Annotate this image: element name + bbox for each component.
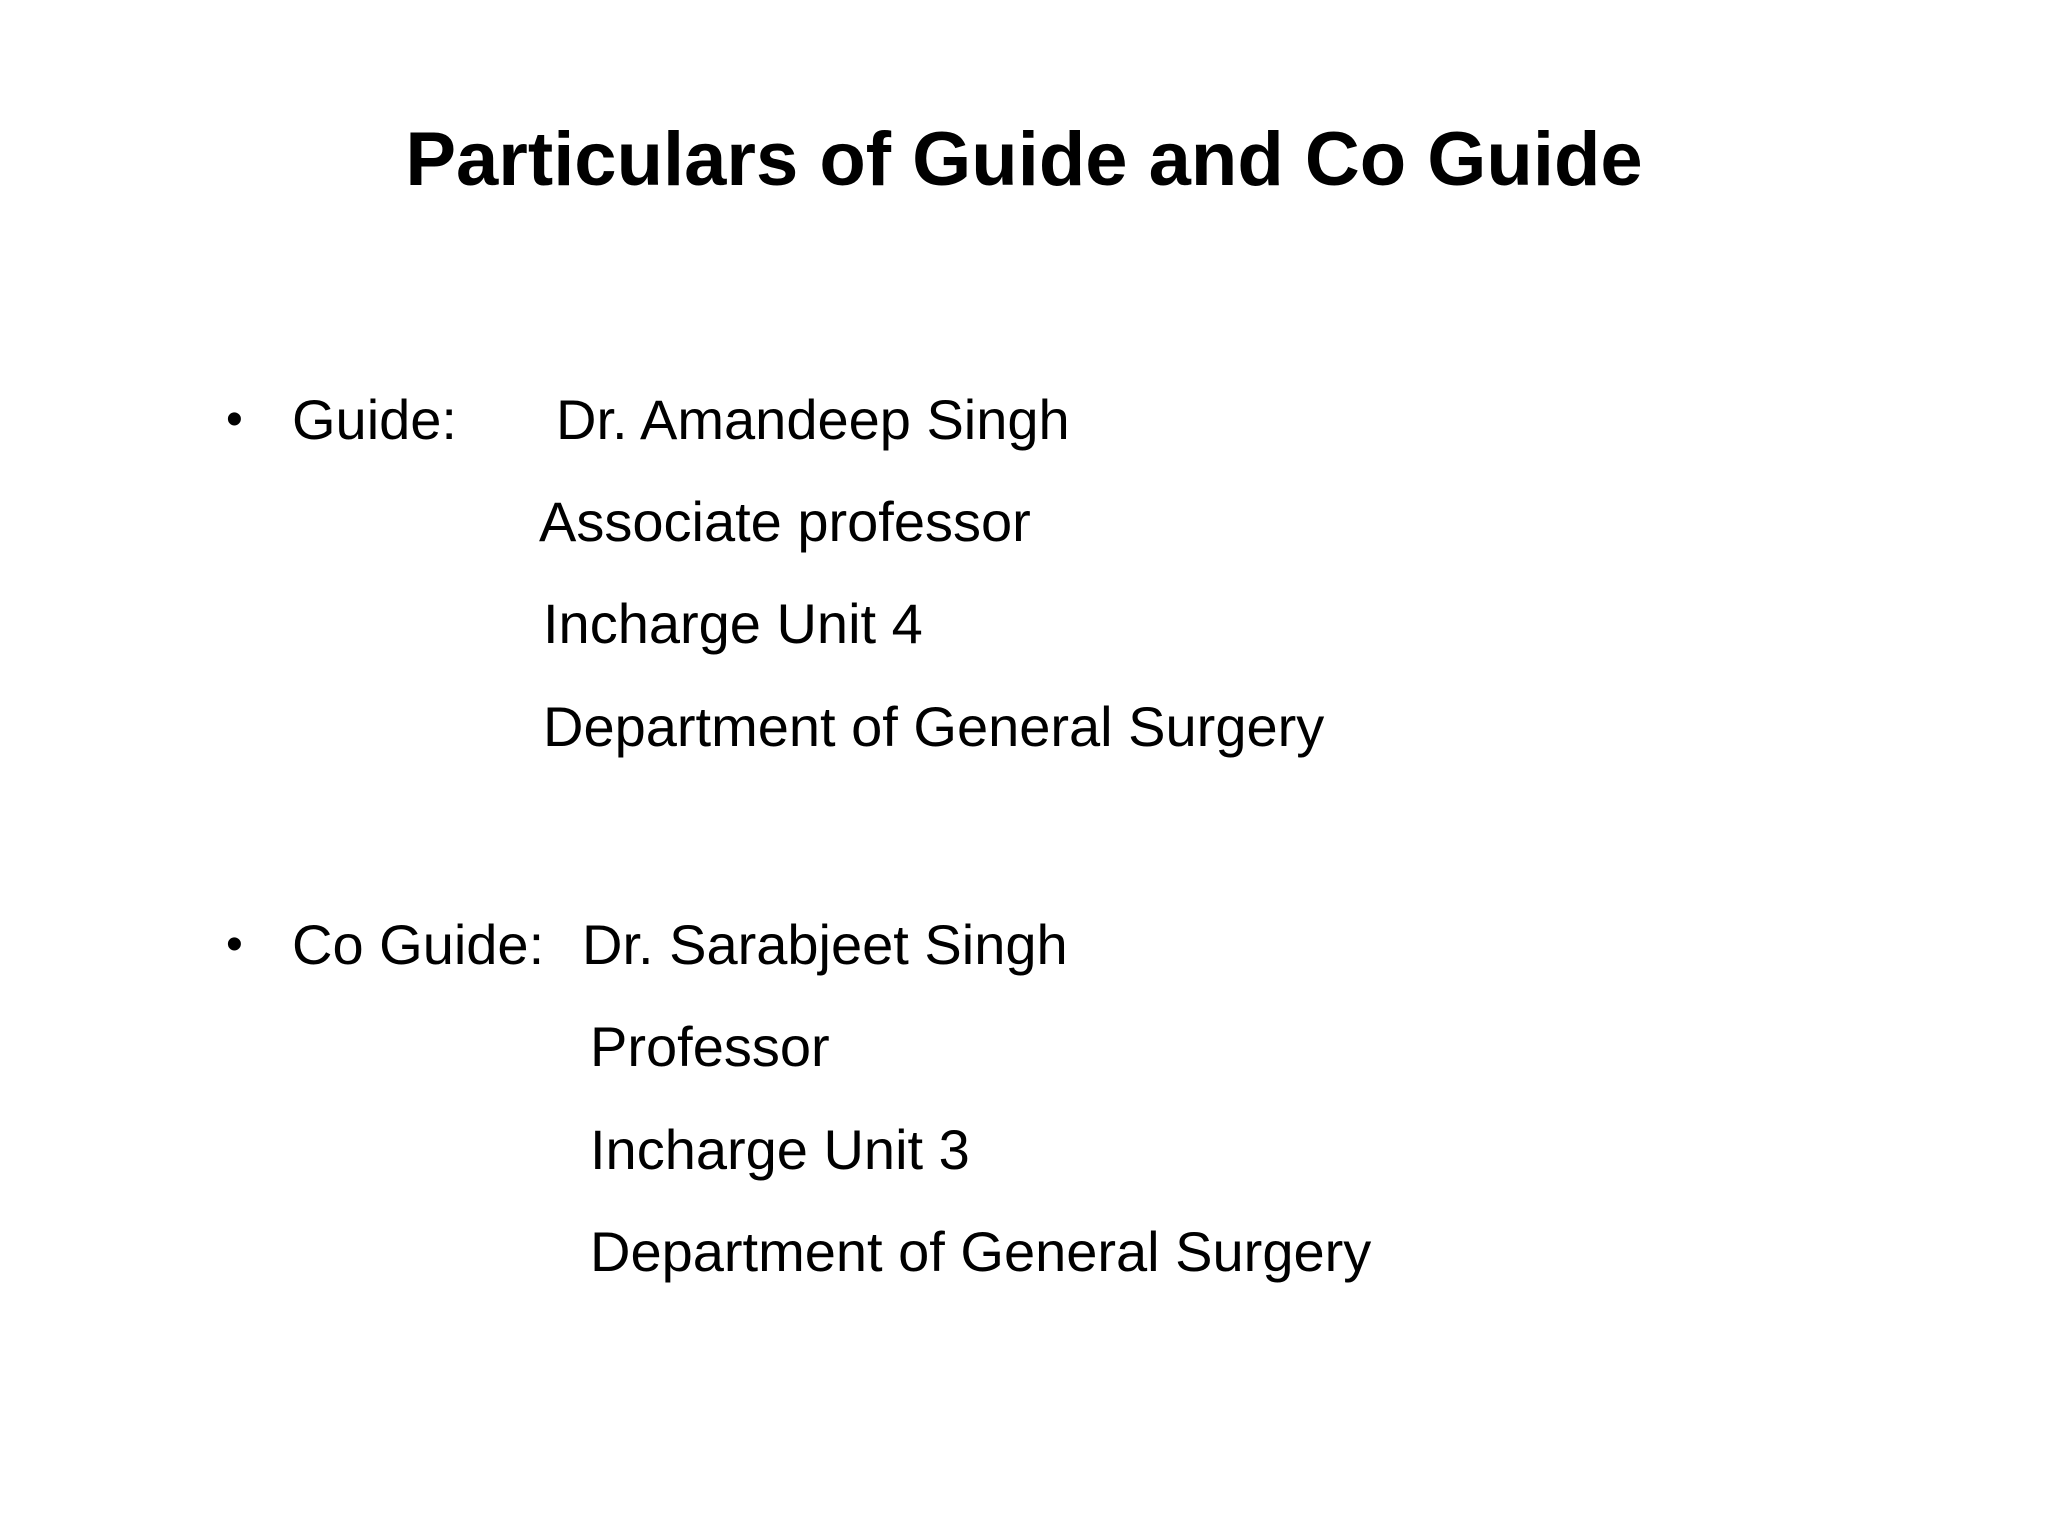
guide-name: Dr. Amandeep Singh xyxy=(556,388,1070,451)
slide-title: Particulars of Guide and Co Guide xyxy=(405,117,1643,202)
bullet-icon: • xyxy=(226,393,243,446)
guide-label: Guide: xyxy=(292,388,457,451)
co-guide-name: Dr. Sarabjeet Singh xyxy=(582,913,1068,976)
co-guide-label: Co Guide: xyxy=(292,913,545,976)
bullet-icon: • xyxy=(226,918,243,971)
guide-designation: Associate professor xyxy=(539,490,1031,553)
co-guide-department: Department of General Surgery xyxy=(590,1220,1372,1283)
guide-department: Department of General Surgery xyxy=(543,695,1325,758)
co-guide-unit: Incharge Unit 3 xyxy=(590,1118,970,1181)
guide-unit: Incharge Unit 4 xyxy=(543,592,923,655)
co-guide-designation: Professor xyxy=(590,1015,830,1078)
